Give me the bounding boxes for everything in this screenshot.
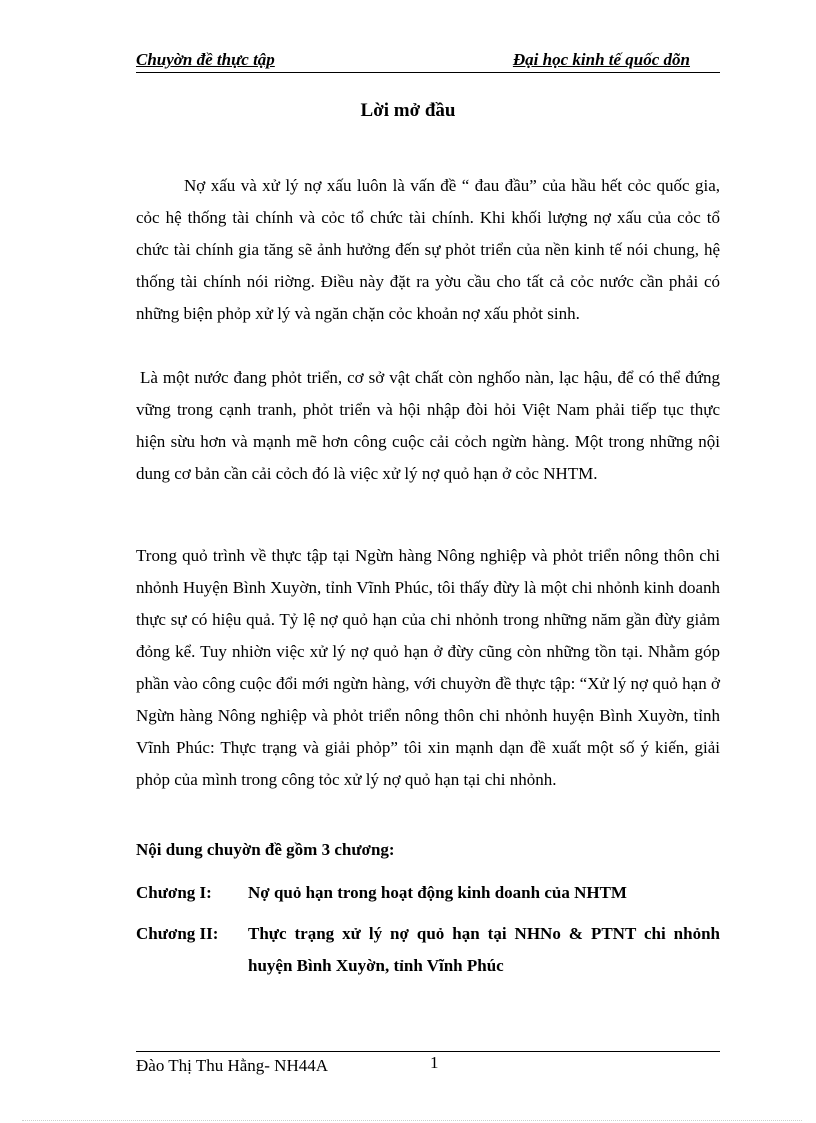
page-bottom-edge xyxy=(22,1120,802,1121)
footer-divider xyxy=(136,1051,720,1052)
page-header xyxy=(136,50,720,73)
paragraph-3: Trong quỏ trình về thực tập tại Ngừn hàng Nông nghiệp và phỏt triển nông thôn chi nhỏnh Huyện Bình Xuyờn, tỉnh Vĩnh Phúc, tôi thấy đừy là một chi nhỏnh kinh doanh thực sự có hiệu quả. Tỷ lệ nợ quỏ hạn của chi nhỏnh trong những năm gần đừy giảm đỏng kể. Tuy nhiờn việc xử lý nợ quỏ hạn ở đừy cũng còn những tồn tại. Nhằm góp phần vào công cuộc đổi mới ngừn hàng, với chuyờn đề thực tập: “Xử lý nợ quỏ hạn ở Ngừn hàng Nông nghiệp và phỏt triển nông thôn chi nhỏnh huyện Bình Xuyờn, tỉnh Vĩnh Phúc: Thực trạng và giải phỏp” tôi xin mạnh dạn đề xuất một số ý kiến, giải phỏp của mình trong công tỏc xử lý nợ quỏ hạn tại chi nhỏnh. xyxy=(136,546,720,789)
header-course-title: Chuyờn đề thực tập xyxy=(136,50,275,69)
chapter-2-label: Chương II: xyxy=(136,924,219,943)
chapter-1-label: Chương I: xyxy=(136,883,212,902)
chapter-2 xyxy=(136,918,720,982)
paragraph-2: Là một nước đang phỏt triển, cơ sở vật chất còn nghốo nàn, lạc hậu, để có thể đứng vững trong cạnh tranh, phỏt triển và hội nhập đòi hỏi Việt Nam phải tiếp tục thực hiện sừu hơn và mạnh mẽ hơn công cuộc cải cỏch ngừn hàng. Một trong những nội dung cơ bản cần cải cỏch đó là việc xử lý nợ quỏ hạn ở cỏc NHTM. xyxy=(136,368,720,483)
chapter-1-title: Nợ quỏ hạn trong hoạt động kinh doanh của NHTM xyxy=(248,883,627,902)
header-university: Đại học kinh tế quốc dõn xyxy=(512,50,690,69)
chapter-2-title: Thực trạng xử lý nợ quỏ hạn tại NHNo & PTNT chi nhỏnh huyện Bình Xuyờn, tỉnh Vĩnh Phúc xyxy=(248,924,720,975)
page-number: 1 xyxy=(430,1053,439,1072)
contents-heading: Nội dung chuyờn đề gồm 3 chương: xyxy=(136,840,395,859)
chapter-1 xyxy=(136,877,720,909)
paragraph-1: Nợ xấu và xử lý nợ xấu luôn là vấn đề “ đau đầu” của hầu hết cỏc quốc gia, cỏc hệ thống tài chính và cỏc tổ chức tài chính. Khi khối lượng nợ xấu của cỏc tổ chức tài chính gia tăng sẽ ảnh hưởng đến sự phỏt triển của nền kinh tế nói chung, hệ thống tài chính nói riờng. Điều này đặt ra yờu cầu cho tất cả cỏc nước cần phải có những biện phỏp xử lý và ngăn chặn cỏc khoản nợ xấu phỏt sinh. xyxy=(136,176,720,323)
page-title: Lời mở đầu xyxy=(360,100,456,121)
footer-author: Đào Thị Thu Hằng- NH44A xyxy=(136,1056,329,1075)
